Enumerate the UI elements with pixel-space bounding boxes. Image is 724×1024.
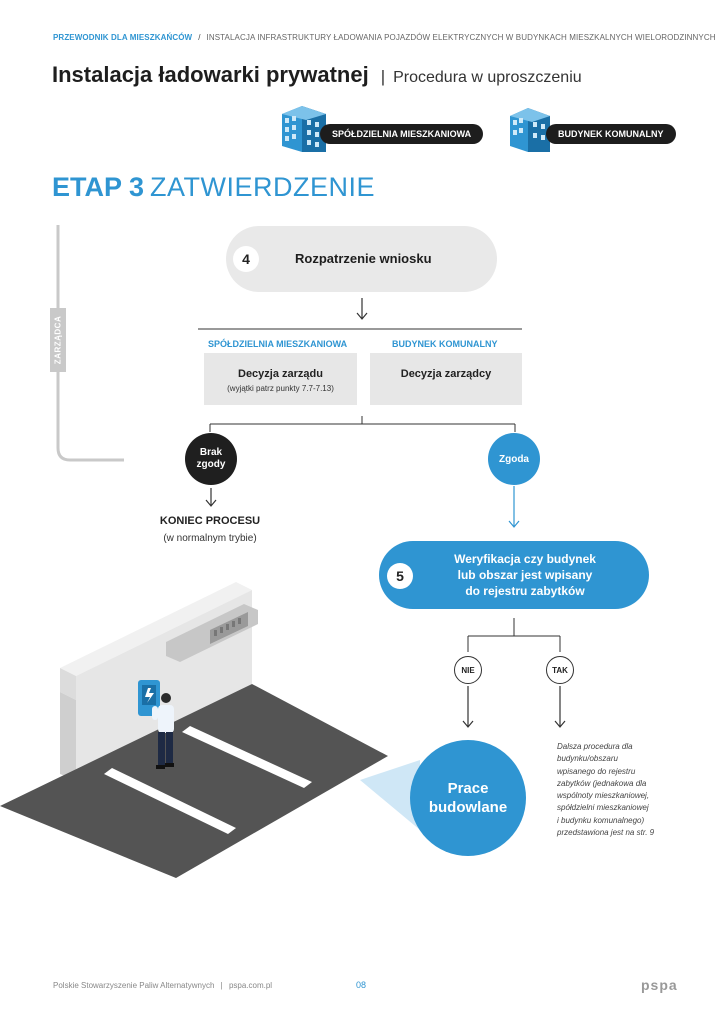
step-5-line2: lub obszar jest wpisany [457, 568, 593, 582]
breadcrumb-topic: INSTALACJA INFRASTRUKTURY ŁADOWANIA POJAZDÓW ELEKTRYCZNYCH W BUDYNKACH MIESZKALNYCH WIELORODZINNYCH [206, 33, 716, 42]
step-5-line1: Weryfikacja czy budynek [454, 552, 596, 566]
tag-cooperative: SPÓŁDZIELNIA MIESZKANIOWA [320, 124, 483, 144]
side-label-manager [50, 308, 66, 372]
note-line-1: Dalsza procedura dla [557, 742, 633, 751]
page-number: 08 [356, 980, 367, 990]
decision-board-box [204, 353, 357, 405]
end-subtitle: (w normalnym trybie) [163, 533, 257, 544]
note-line-6: spółdzielni mieszkaniowej [557, 803, 649, 813]
footer [53, 981, 272, 990]
works-line1: Prace [447, 780, 489, 797]
footer-separator: | [220, 981, 223, 990]
footer-website[interactable]: pspa.com.pl [228, 981, 273, 990]
decision-manager-title: Decyzja zarządcy [400, 368, 492, 380]
step-5-line3: do rejestru zabytków [465, 584, 585, 598]
works-line2: budowlane [428, 799, 508, 816]
side-label-text: ZARZĄDCA [53, 315, 63, 365]
decision-board-note: (wyjątki patrz punkty 7.7-7.13) [227, 384, 334, 393]
no-consent-line1: Brak [199, 447, 223, 458]
page-subtitle: Procedura w uproszczeniu [393, 69, 582, 86]
answer-no: NIE [454, 656, 482, 684]
branch-cooperative-header: SPÓŁDZIELNIA MIESZKANIOWA [208, 339, 348, 349]
breadcrumb-separator: / [198, 33, 201, 42]
heritage-note [557, 741, 697, 839]
note-line-5: wspólnoty mieszkaniowej, [557, 791, 650, 801]
note-line-4: zabytków (jednakowa dla [557, 778, 647, 788]
answer-yes: TAK [546, 656, 574, 684]
end-title: KONIEC PROCESU [159, 515, 261, 527]
stage-number: ETAP 3 [52, 172, 145, 202]
step-4-number: 4 [233, 246, 259, 272]
page-title-text: Instalacja ładowarki prywatnej [52, 62, 369, 87]
no-consent-line2: zgody [196, 459, 226, 470]
stage-name: ZATWIERDZENIE [150, 172, 376, 202]
step-5-label [420, 551, 630, 599]
consent-circle [488, 433, 540, 485]
no-consent-circle [185, 433, 237, 485]
garage-illustration [0, 560, 420, 890]
note-line-8: przedstawiona jest na str. 9 [557, 828, 655, 838]
step-4-label: Rozpatrzenie wniosku [295, 251, 432, 266]
decision-manager-box [370, 353, 522, 405]
consent-label: Zgoda [499, 453, 529, 465]
title-pipe: | [380, 67, 386, 86]
note-line-7: i budynku komunalnego) [557, 815, 645, 825]
note-line-3: wpisanego do rejestru [557, 766, 636, 776]
decision-board-title: Decyzja zarządu [238, 368, 323, 380]
breadcrumb-section[interactable]: PRZEWODNIK DLA MIESZKAŃCÓW [53, 33, 193, 42]
footer-organization: Polskie Stowarzyszenie Paliw Alternatywnych [53, 981, 215, 990]
construction-works-circle [410, 740, 526, 856]
tag-municipal: BUDYNEK KOMUNALNY [546, 124, 676, 144]
pspa-logo: pspa [641, 977, 678, 993]
branch-municipal-header: BUDYNEK KOMUNALNY [392, 339, 498, 349]
end-of-process [100, 515, 320, 544]
note-line-2: budynku/obszaru [557, 754, 618, 764]
step-5-number: 5 [387, 563, 413, 589]
